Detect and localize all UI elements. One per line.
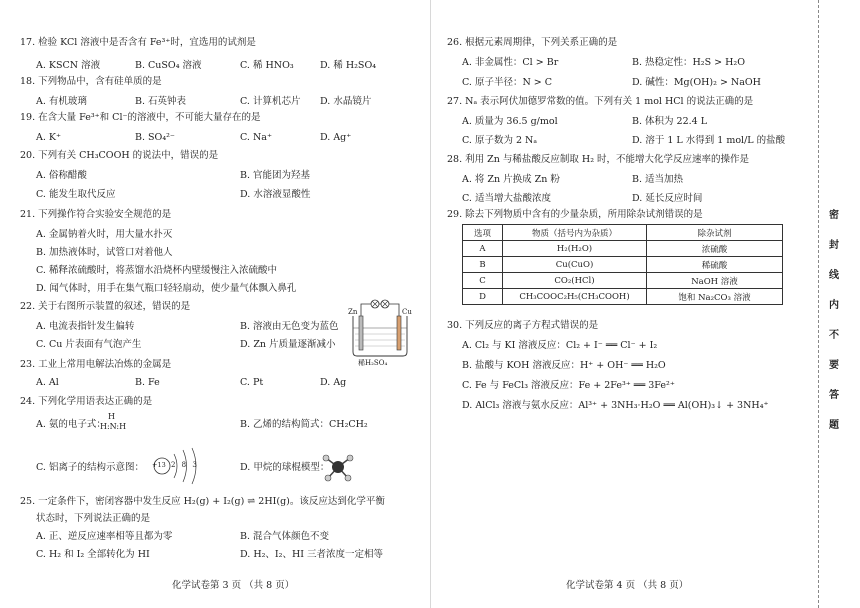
- q28-option-d[interactable]: D. 延长反应时间: [632, 193, 703, 204]
- q19-option-a[interactable]: A. K⁺: [36, 132, 62, 143]
- q26-stem: 26. 根据元素周期律，下列关系正确的是: [447, 37, 618, 48]
- q20-stem: 20. 下列有关 CH₃COOH 的说法中，错误的是: [20, 150, 219, 161]
- q18-option-d[interactable]: D. 水晶镜片: [320, 96, 372, 107]
- q21-stem: 21. 下列操作符合实验安全规范的是: [20, 209, 172, 220]
- table-header-cell: 物质（括号内为杂质）: [503, 225, 647, 241]
- binding-char: 要: [829, 360, 839, 371]
- q22-option-b[interactable]: B. 溶液由无色变为蓝色: [240, 321, 339, 332]
- q28-option-a[interactable]: A. 将 Zn 片换成 Zn 粉: [462, 174, 560, 185]
- table-cell: CH₃COOC₂H₅(CH₃COOH): [503, 289, 647, 305]
- binding-char: 题: [829, 420, 839, 431]
- q23-option-d[interactable]: D. Ag: [320, 377, 347, 388]
- q21-option-b[interactable]: B. 加热液体时，试管口对着他人: [36, 247, 173, 258]
- q27-option-c[interactable]: C. 原子数为 2 Nₐ: [462, 135, 538, 146]
- table-cell: H₂(H₂O): [503, 241, 647, 257]
- q23-option-a[interactable]: A. Al: [36, 377, 59, 388]
- q27-stem: 27. Nₐ 表示阿伏加德罗常数的值。下列有关 1 mol HCl 的说法正确的是: [447, 96, 754, 107]
- nh3-electron-formula: H:N:H: [100, 422, 127, 431]
- q23-option-c[interactable]: C. Pt: [240, 377, 264, 388]
- q25-stem-line2: 状态时，下列说法正确的是: [36, 513, 151, 524]
- methane-ball-stick-model: [320, 450, 356, 484]
- binding-char: 密: [829, 210, 839, 221]
- table-cell: 稀硫酸: [647, 257, 783, 273]
- q21-option-a[interactable]: A. 金属钠着火时，用大量水扑灭: [36, 229, 173, 240]
- q30-option-d[interactable]: D. AlCl₃ 溶液与氨水反应：Al³⁺ + 3NH₃·H₂O ══ Al(OH)₃↓ + 3NH₄⁺: [462, 400, 769, 411]
- q19-option-b[interactable]: B. SO₄²⁻: [135, 132, 175, 143]
- table-header-cell: 选项: [463, 225, 503, 241]
- q18-option-b[interactable]: B. 石英钟表: [135, 96, 187, 107]
- q28-stem: 28. 利用 Zn 与稀盐酸反应制取 H₂ 时，不能增大化学反应速率的操作是: [447, 154, 750, 165]
- cu-label: Cu: [402, 308, 412, 316]
- q30-stem: 30. 下列反应的离子方程式错误的是: [447, 320, 599, 331]
- q17-option-b[interactable]: B. CuSO₄ 溶液: [135, 60, 202, 71]
- q25-option-d[interactable]: D. H₂、I₂、HI 三者浓度一定相等: [240, 549, 384, 560]
- q26-option-c[interactable]: C. 原子半径：N > C: [462, 77, 553, 88]
- table-row: [463, 273, 783, 289]
- q19-option-d[interactable]: D. Ag⁺: [320, 132, 352, 143]
- page-divider: [430, 0, 431, 608]
- nh3-h-top: H: [108, 412, 115, 421]
- q28-option-b[interactable]: B. 适当加热: [632, 174, 684, 185]
- binding-char: 封: [829, 240, 839, 251]
- table-cell: D: [463, 289, 503, 305]
- galvanic-cell-diagram: [345, 296, 415, 368]
- q21-option-c[interactable]: C. 稀释浓硫酸时，将蒸馏水沿烧杯内壁缓慢注入浓硫酸中: [36, 265, 277, 276]
- q29-table: [462, 224, 783, 305]
- q19-option-c[interactable]: C. Na⁺: [240, 132, 272, 143]
- q17-stem: 17. 检验 KCl 溶液中是否含有 Fe³⁺时，宜选用的试剂是: [20, 37, 256, 48]
- table-cell: A: [463, 241, 503, 257]
- q24-option-c[interactable]: C. 铝离子的结构示意图：: [36, 462, 144, 473]
- binding-line: [818, 0, 819, 608]
- q26-option-b[interactable]: B. 热稳定性：H₂S > H₂O: [632, 57, 746, 68]
- left-page-footer: 化学试卷第 3 页 （共 8 页）: [172, 580, 295, 591]
- al-electron-shells: 2 8 3: [171, 461, 199, 469]
- table-cell: NaOH 溶液: [647, 273, 783, 289]
- q22-option-a[interactable]: A. 电流表指针发生偏转: [36, 321, 135, 332]
- q20-option-c[interactable]: C. 能发生取代反应: [36, 189, 116, 200]
- q20-option-a[interactable]: A. 俗称醋酸: [36, 170, 87, 181]
- table-cell: 饱和 Na₂CO₃ 溶液: [647, 289, 783, 305]
- q18-option-c[interactable]: C. 计算机芯片: [240, 96, 301, 107]
- q25-option-c[interactable]: C. H₂ 和 I₂ 全部转化为 HI: [36, 549, 150, 560]
- q27-option-d[interactable]: D. 溶于 1 L 水得到 1 mol/L 的盐酸: [632, 135, 786, 146]
- q25-stem-line1: 25. 一定条件下，密闭容器中发生反应 H₂(g) + I₂(g) ⇌ 2HI(g)。该反应达到化学平衡: [20, 496, 385, 507]
- binding-char: 答: [829, 390, 839, 401]
- q19-stem: 19. 在含大量 Fe³⁺和 Cl⁻的溶液中，不可能大量存在的是: [20, 112, 261, 123]
- table-header-row: [463, 225, 783, 241]
- q23-option-b[interactable]: B. Fe: [135, 377, 160, 388]
- q28-option-c[interactable]: C. 适当增大盐酸浓度: [462, 193, 551, 204]
- q26-option-a[interactable]: A. 非金属性：Cl > Br: [462, 57, 559, 68]
- zn-label: Zn: [348, 308, 358, 316]
- binding-char: 线: [829, 270, 839, 281]
- table-header-cell: 除杂试剂: [647, 225, 783, 241]
- q22-option-d[interactable]: D. Zn 片质量逐渐减小: [240, 339, 336, 350]
- al-nucleus-charge: +13: [152, 461, 166, 469]
- q20-option-b[interactable]: B. 官能团为羟基: [240, 170, 311, 181]
- right-page-footer: 化学试卷第 4 页 （共 8 页）: [566, 580, 689, 591]
- q25-option-a[interactable]: A. 正、逆反应速率相等且都为零: [36, 531, 173, 542]
- q24-option-a[interactable]: A. 氨的电子式：: [36, 419, 106, 430]
- q22-option-c[interactable]: C. Cu 片表面有气泡产生: [36, 339, 142, 350]
- table-cell: 浓硫酸: [647, 241, 783, 257]
- q24-stem: 24. 下列化学用语表达正确的是: [20, 396, 153, 407]
- q24-option-b[interactable]: B. 乙烯的结构简式：CH₂CH₂: [240, 419, 368, 430]
- q18-stem: 18. 下列物品中，含有硅单质的是: [20, 76, 162, 87]
- q20-option-d[interactable]: D. 水溶液显酸性: [240, 189, 311, 200]
- q17-option-c[interactable]: C. 稀 HNO₃: [240, 60, 294, 71]
- q21-option-d[interactable]: D. 闻气体时，用手在集气瓶口轻轻扇动，使少量气体飘入鼻孔: [36, 283, 297, 294]
- q18-option-a[interactable]: A. 有机玻璃: [36, 96, 87, 107]
- q26-option-d[interactable]: D. 碱性：Mg(OH)₂ > NaOH: [632, 77, 761, 88]
- q23-stem: 23. 工业上常用电解法冶炼的金属是: [20, 359, 172, 370]
- table-cell: CO₂(HCl): [503, 273, 647, 289]
- q24-option-d[interactable]: D. 甲烷的球棍模型：: [240, 462, 330, 473]
- solution-label: 稀H₂SO₄: [358, 359, 388, 367]
- table-row: [463, 257, 783, 273]
- q30-option-c[interactable]: C. Fe 与 FeCl₃ 溶液反应：Fe + 2Fe³⁺ ══ 3Fe²⁺: [462, 380, 675, 391]
- q27-option-b[interactable]: B. 体积为 22.4 L: [632, 116, 708, 127]
- table-cell: B: [463, 257, 503, 273]
- binding-char: 内: [829, 300, 839, 311]
- table-row: [463, 241, 783, 257]
- table-row: [463, 289, 783, 305]
- table-cell: C: [463, 273, 503, 289]
- binding-char: 不: [829, 330, 839, 341]
- q17-option-a[interactable]: A. KSCN 溶液: [36, 60, 101, 71]
- q30-option-b[interactable]: B. 盐酸与 KOH 溶液反应：H⁺ + OH⁻ ══ H₂O: [462, 360, 666, 371]
- q29-stem: 29. 除去下列物质中含有的少量杂质，所用除杂试剂错误的是: [447, 209, 703, 220]
- q17-option-d[interactable]: D. 稀 H₂SO₄: [320, 60, 377, 71]
- q22-stem: 22. 关于右图所示装置的叙述，错误的是: [20, 301, 191, 312]
- q27-option-a[interactable]: A. 质量为 36.5 g/mol: [462, 116, 558, 127]
- table-cell: Cu(CuO): [503, 257, 647, 273]
- q30-option-a[interactable]: A. Cl₂ 与 KI 溶液反应：Cl₂ + I⁻ ══ Cl⁻ + I₂: [462, 340, 658, 351]
- q25-option-b[interactable]: B. 混合气体颜色不变: [240, 531, 330, 542]
